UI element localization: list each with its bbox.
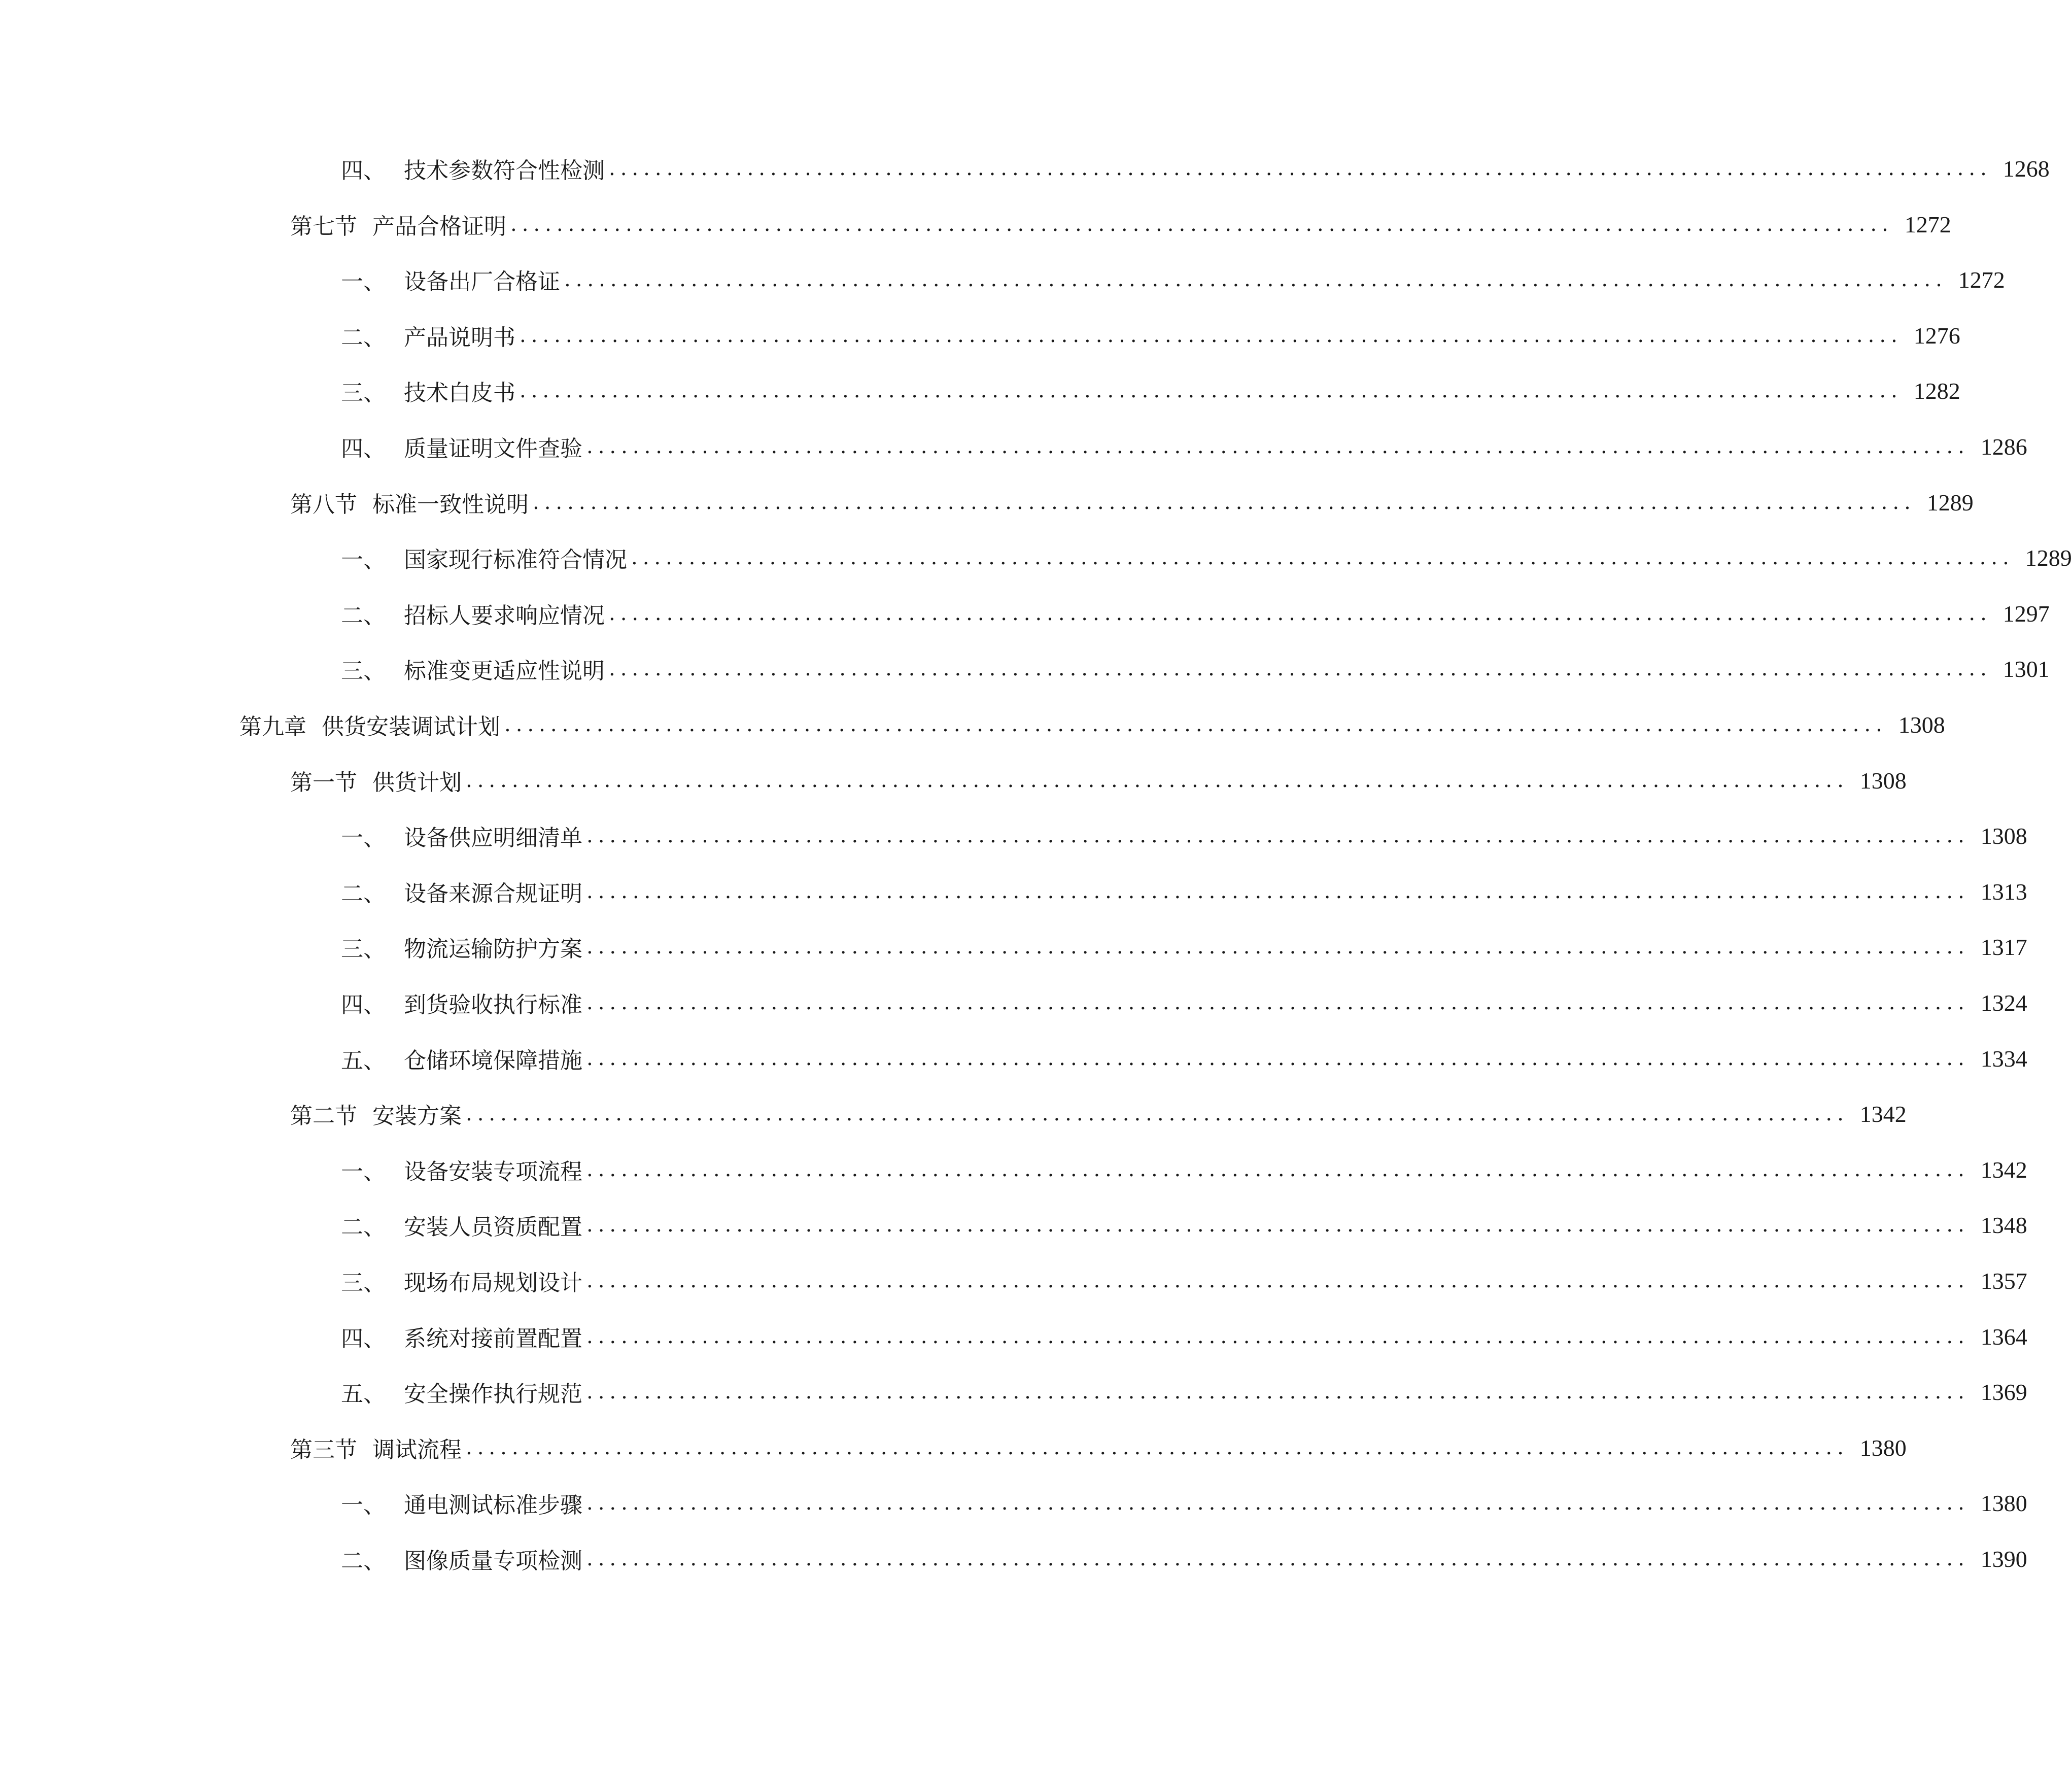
- toc-dot-leader: ........................................................................................................................: [586, 1269, 1970, 1292]
- toc-entry-number: 第九章: [239, 714, 306, 740]
- toc-entry-page-number: 1308: [1898, 711, 1945, 738]
- toc-entry: [341, 875, 2027, 908]
- toc-entry: [341, 319, 1960, 352]
- toc-entry-page-number: 1380: [1980, 1490, 2027, 1516]
- toc-entry-page-number: 1268: [2002, 155, 2050, 182]
- toc-dot-leader: ........................................................................................................................: [564, 268, 1947, 291]
- toc-entry-number: 四、: [341, 158, 386, 184]
- toc-entry: [341, 263, 2005, 296]
- toc-entry-title: 技术参数符合性检测: [404, 158, 605, 184]
- toc-entry-number: 五、: [341, 1048, 386, 1074]
- toc-entry-page-number: 1380: [1859, 1434, 1907, 1461]
- toc-entry-title: 质量证明文件查验: [404, 436, 582, 462]
- toc-entry-title: 物流运输防护方案: [404, 936, 582, 962]
- toc-entry-number: 第八节: [290, 492, 357, 518]
- toc-entry: [290, 486, 1974, 519]
- toc-entry-title: 招标人要求响应情况: [404, 603, 605, 629]
- toc-entry-page-number: 1334: [1980, 1045, 2027, 1072]
- toc-dot-leader: ........................................................................................................................: [586, 1047, 1970, 1070]
- toc-dot-leader: ........................................................................................................................: [586, 1547, 1970, 1570]
- toc-entry: [341, 931, 2027, 963]
- toc-entry: [341, 1543, 2027, 1575]
- toc-entry-page-number: 1282: [1913, 378, 1960, 404]
- toc-entry-title: 供货计划: [372, 770, 462, 796]
- toc-entry: [341, 541, 2072, 574]
- toc-entry-number: 四、: [341, 992, 386, 1018]
- toc-entry: [341, 1376, 2027, 1408]
- toc-entry-number: 二、: [341, 1214, 386, 1240]
- toc-dot-leader: ........................................................................................................................: [586, 935, 1970, 959]
- toc-dot-leader: ........................................................................................................................: [466, 1436, 1849, 1459]
- toc-dot-leader: ........................................................................................................................: [609, 602, 1992, 625]
- toc-entry-title: 产品说明书: [404, 325, 515, 351]
- toc-dot-leader: ........................................................................................................................: [520, 324, 1903, 347]
- toc-entry-page-number: 1272: [1958, 266, 2005, 293]
- toc-entry-number: 一、: [341, 1159, 386, 1185]
- toc-entry: [341, 1264, 2027, 1297]
- toc-entry-number: 二、: [341, 1548, 386, 1574]
- toc-entry: [341, 653, 2050, 685]
- toc-entry: [341, 1487, 2027, 1519]
- toc-entry-page-number: 1342: [1859, 1101, 1907, 1127]
- toc-entry: [341, 1042, 2027, 1075]
- toc-entry: [341, 430, 2027, 463]
- toc-entry-title: 产品合格证明: [372, 214, 506, 239]
- toc-entry-title: 设备来源合规证明: [404, 881, 582, 907]
- toc-entry: [341, 819, 2027, 852]
- toc-dot-leader: ........................................................................................................................: [586, 435, 1970, 458]
- toc-dot-leader: ........................................................................................................................: [466, 1102, 1849, 1125]
- toc-entry-number: 一、: [341, 269, 386, 295]
- toc-entry: [290, 208, 1951, 241]
- toc-entry: [290, 764, 1907, 797]
- toc-entry-page-number: 1297: [2002, 600, 2050, 627]
- toc-entry-page-number: 1342: [1980, 1156, 2027, 1183]
- toc-dot-leader: ........................................................................................................................: [609, 657, 1992, 680]
- toc-entry-number: 一、: [341, 547, 386, 573]
- toc-entry-page-number: 1289: [1926, 489, 1974, 516]
- toc-entry-title: 设备安装专项流程: [404, 1159, 582, 1185]
- toc-dot-leader: ........................................................................................................................: [504, 713, 1887, 736]
- toc-dot-leader: ........................................................................................................................: [586, 1213, 1970, 1237]
- toc-entry-page-number: 1357: [1980, 1268, 2027, 1294]
- toc-entry-page-number: 1369: [1980, 1379, 2027, 1405]
- toc-entry: [290, 1431, 1907, 1464]
- toc-dot-leader: ........................................................................................................................: [586, 1158, 1970, 1181]
- toc-entry: [341, 374, 1960, 407]
- toc-entry-page-number: 1286: [1980, 433, 2027, 460]
- toc-entry-number: 三、: [341, 1270, 386, 1296]
- toc-entry-title: 安装人员资质配置: [404, 1214, 582, 1240]
- toc-entry-title: 供货安装调试计划: [322, 714, 500, 740]
- toc-dot-leader: ........................................................................................................................: [510, 213, 1893, 236]
- toc-entry: [341, 1209, 2027, 1241]
- toc-entry-number: 第二节: [290, 1103, 357, 1129]
- toc-entry-number: 第三节: [290, 1437, 357, 1463]
- toc-entry-page-number: 1317: [1980, 934, 2027, 960]
- toc-dot-leader: ........................................................................................................................: [586, 824, 1970, 847]
- toc-entry-page-number: 1313: [1980, 878, 2027, 905]
- toc-entry-title: 标准一致性说明: [372, 492, 529, 518]
- toc-entry-number: 二、: [341, 881, 386, 907]
- toc-entry-title: 安装方案: [372, 1103, 462, 1129]
- toc-entry-title: 设备出厂合格证: [404, 269, 560, 295]
- toc-entry-number: 二、: [341, 603, 386, 629]
- toc-entry: [341, 597, 2050, 630]
- toc-entry-number: 第一节: [290, 770, 357, 796]
- toc-entry-number: 三、: [341, 380, 386, 406]
- toc-entry-number: 五、: [341, 1381, 386, 1407]
- toc-entry: [341, 986, 2027, 1019]
- toc-entry-title: 通电测试标准步骤: [404, 1492, 582, 1518]
- toc-entry-page-number: 1272: [1904, 211, 1951, 237]
- toc-entry-page-number: 1364: [1980, 1323, 2027, 1350]
- toc-dot-leader: ........................................................................................................................: [533, 491, 1916, 514]
- toc-entry-page-number: 1308: [1859, 767, 1907, 794]
- toc-entry-page-number: 1301: [2002, 656, 2050, 682]
- toc-entry-number: 四、: [341, 436, 386, 462]
- toc-dot-leader: ........................................................................................................................: [586, 1380, 1970, 1404]
- toc-dot-leader: ........................................................................................................................: [586, 880, 1970, 903]
- toc-dot-leader: ........................................................................................................................: [609, 157, 1992, 180]
- toc-entry: [341, 152, 2050, 185]
- toc-entry-page-number: 1348: [1980, 1212, 2027, 1238]
- toc-entry-title: 标准变更适应性说明: [404, 658, 605, 684]
- toc-entry-page-number: 1390: [1980, 1546, 2027, 1572]
- toc-entry-number: 二、: [341, 325, 386, 351]
- toc-dot-leader: ........................................................................................................................: [466, 769, 1849, 792]
- toc-entry-page-number: 1289: [2025, 544, 2072, 571]
- toc-entry-page-number: 1308: [1980, 823, 2027, 849]
- toc-dot-leader: ........................................................................................................................: [586, 991, 1970, 1014]
- toc-entry-number: 一、: [341, 825, 386, 851]
- toc-entry-title: 国家现行标准符合情况: [404, 547, 627, 573]
- toc-entry-number: 一、: [341, 1492, 386, 1518]
- toc-entry-title: 安全操作执行规范: [404, 1381, 582, 1407]
- toc-dot-leader: ........................................................................................................................: [520, 379, 1903, 402]
- toc-entry-title: 系统对接前置配置: [404, 1326, 582, 1352]
- toc-entry: [341, 1320, 2027, 1353]
- toc-entry: [290, 1098, 1907, 1130]
- toc-entry-title: 现场布局规划设计: [404, 1270, 582, 1296]
- toc-entry: [341, 1153, 2027, 1186]
- toc-dot-leader: ........................................................................................................................: [631, 546, 2014, 569]
- toc-entry-number: 三、: [341, 658, 386, 684]
- toc-entry-number: 第七节: [290, 214, 357, 239]
- toc-entry-page-number: 1324: [1980, 989, 2027, 1016]
- toc-dot-leader: ........................................................................................................................: [586, 1325, 1970, 1348]
- toc-entry-title: 到货验收执行标准: [404, 992, 582, 1018]
- toc-entry-page-number: 1276: [1913, 322, 1960, 349]
- toc-entry: [239, 708, 1945, 741]
- toc-entry-title: 仓储环境保障措施: [404, 1048, 582, 1074]
- toc-entry-title: 技术白皮书: [404, 380, 515, 406]
- toc-entry-number: 四、: [341, 1326, 386, 1352]
- toc-entry-title: 设备供应明细清单: [404, 825, 582, 851]
- toc-entry-number: 三、: [341, 936, 386, 962]
- toc-dot-leader: ........................................................................................................................: [586, 1491, 1970, 1515]
- toc-entry-title: 调试流程: [372, 1437, 462, 1463]
- toc-entry-title: 图像质量专项检测: [404, 1548, 582, 1574]
